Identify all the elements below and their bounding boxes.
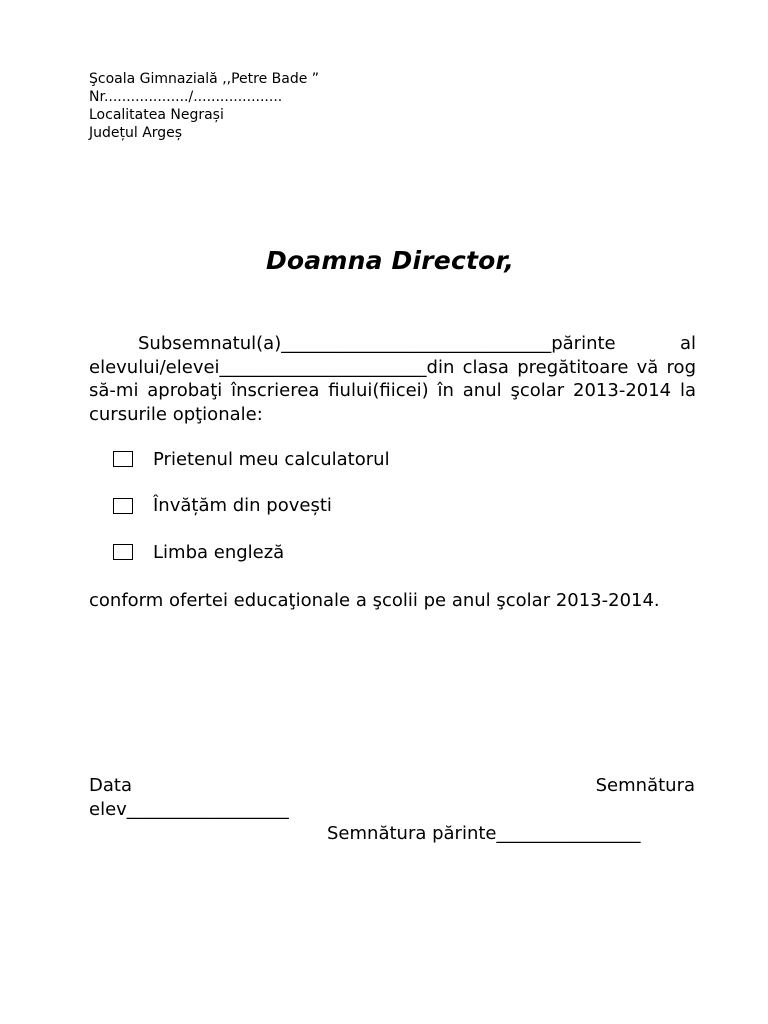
school-name: Şcoala Gimnazială ,,Petre Bade ” [89,71,320,87]
registration-number: Nr.................../.................... [89,89,283,105]
option-item[interactable] [113,447,390,471]
checkbox-icon[interactable] [113,544,133,560]
checkbox-icon[interactable] [113,451,133,467]
locality: Localitatea Negrași [89,107,224,123]
offer-paragraph: conform ofertei educaţionale a şcolii pe anul şcolar 2013-2014. [89,590,660,611]
option-label: Limba engleză [153,541,285,563]
county: Județul Argeș [89,125,183,141]
option-item[interactable] [113,540,390,564]
student-signature-label: Semnătura [595,775,695,796]
document-title: Doamna Director, [265,246,515,275]
date-label: Data [89,775,132,796]
option-item[interactable] [113,494,390,518]
option-label: Prietenul meu calculatorul [153,448,390,470]
student-signature-line: elev__________________ [89,799,289,820]
request-paragraph [89,332,696,426]
option-label: Învățăm din povești [153,495,332,516]
checkbox-icon[interactable] [113,498,133,514]
school-header [89,70,319,142]
request-text: Subsemnatul(a)______________________________părinte al elevului/elevei_______________________din clasa pregătitoare vă rog să-mi aprobaţi înscrierea fiului(fiicei) în anul şcolar 2013-2014 la cursurile opţionale: [89,333,696,425]
parent-signature-line: Semnătura părinte________________ [327,823,641,844]
optional-courses-list [113,447,390,587]
